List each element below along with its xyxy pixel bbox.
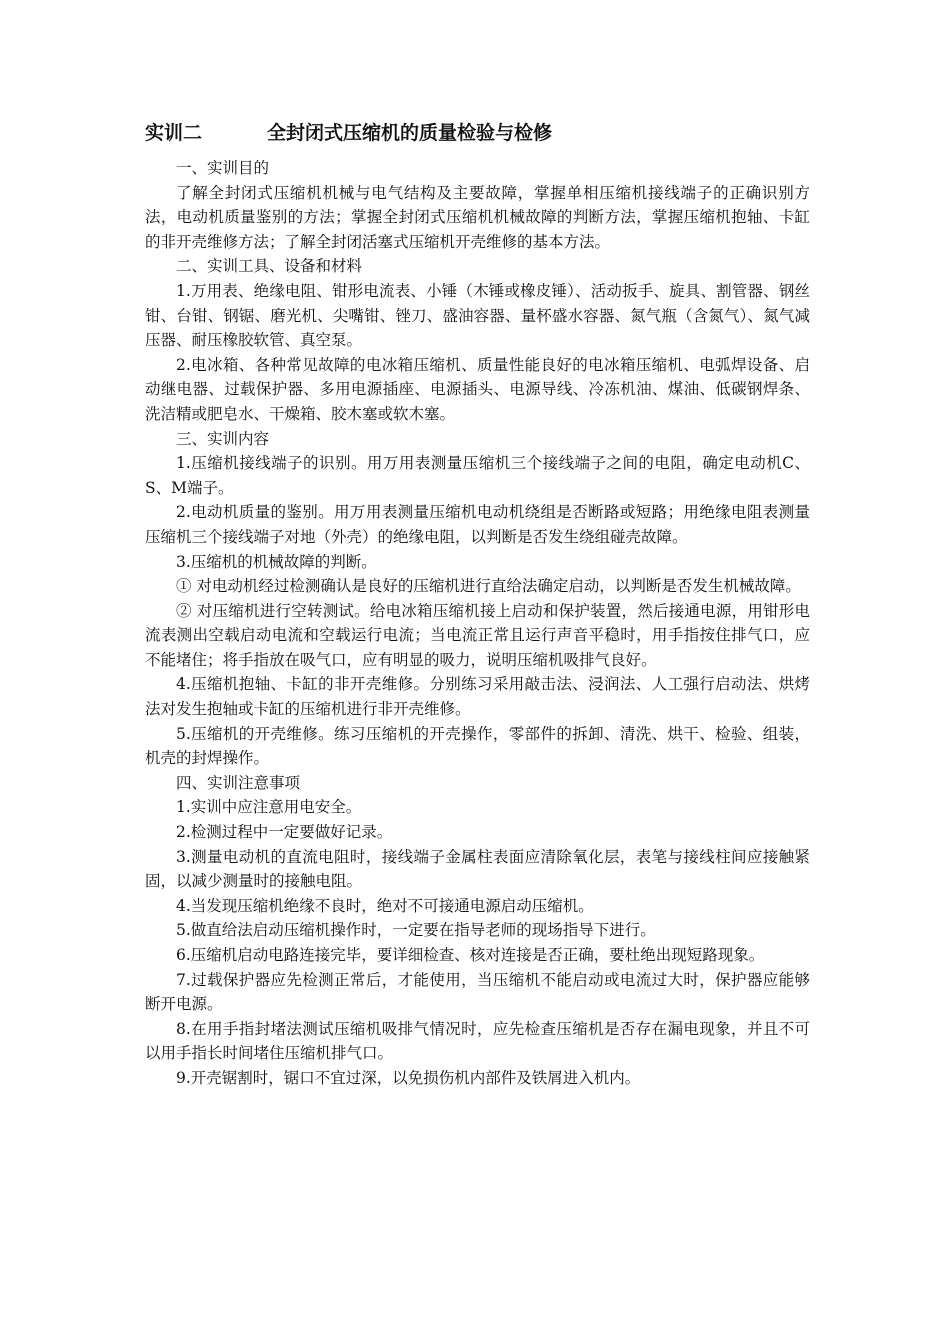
paragraph: ① 对电动机经过检测确认是良好的压缩机进行直给法确定启动，以判断是否发生机械故障。 — [176, 577, 801, 596]
paragraph: 2.检测过程中一定要做好记录。 — [176, 823, 393, 842]
paragraph: 4.当发现压缩机绝缘不良时，绝对不可接通电源启动压缩机。 — [176, 896, 594, 915]
paragraph: 5.做直给法启动压缩机操作时，一定要在指导老师的现场指导下进行。 — [176, 921, 656, 940]
section-heading: 一、实训目的 — [176, 159, 270, 177]
document-body — [145, 156, 810, 1091]
paragraph: 3.压缩机的机械故障的判断。 — [176, 552, 377, 571]
document-page — [145, 118, 810, 1091]
paragraph: 8.在用手指封堵法测试压缩机吸排气情况时，应先检查压缩机是否存在漏电现象，并且不可以用手指长时间堵住压缩机排气口。 — [145, 1019, 810, 1063]
title-text: 全封闭式压缩机的质量检验与检修 — [267, 122, 553, 144]
section-heading: 四、实训注意事项 — [176, 773, 301, 792]
paragraph: 4.压缩机抱轴、卡缸的非开壳维修。分别练习采用敲击法、浸润法、人工强行启动法、烘烤法对发生抱轴或卡缸的压缩机进行非开壳维修。 — [145, 675, 810, 719]
paragraph: 7.过载保护器应先检测正常后，才能使用，当压缩机不能启动或电流过大时，保护器应能够断开电源。 — [145, 970, 810, 1014]
paragraph: 2.电动机质量的鉴别。用万用表测量压缩机电动机绕组是否断路或短路；用绝缘电阻表测量压缩机三个接线端子对地（外壳）的绝缘电阻，以判断是否发生绕组碰壳故障。 — [145, 503, 810, 546]
section-heading: 三、实训内容 — [176, 429, 270, 448]
paragraph: 1.实训中应注意用电安全。 — [176, 798, 362, 817]
section-heading: 二、实训工具、设备和材料 — [176, 257, 363, 276]
paragraph: 5.压缩机的开壳维修。练习压缩机的开壳操作，零部件的拆卸、清洗、烘干、检验、组装，机壳的封焊操作。 — [145, 724, 810, 768]
paragraph: 1.万用表、绝缘电阻、钳形电流表、小锤（木锤或橡皮锤）、活动扳手、旋具、割管器、钢丝钳、台钳、钢锯、磨光机、尖嘴钳、锉刀、盛油容器、量杯盛水容器、氮气瓶（含氮气）、氮气减压器、耐压橡胶软管、真空泵。 — [145, 281, 810, 350]
title-number: 实训二 — [145, 122, 203, 144]
paragraph: 6.压缩机启动电路连接完毕，要详细检查、核对连接是否正确，要杜绝出现短路现象。 — [176, 946, 765, 964]
paragraph: 了解全封闭式压缩机机械与电气结构及主要故障，掌握单相压缩机接线端子的正确识别方法，电动机质量鉴别的方法；掌握全封闭式压缩机机械故障的判断方法，掌握压缩机抱轴、卡缸的非开壳维修方法；了解全封闭活塞式压缩机开壳维修的基本方法。 — [145, 183, 810, 251]
paragraph: ② 对压缩机进行空转测试。给电冰箱压缩机接上启动和保护装置，然后接通电源，用钳形电流表测出空载启动电流和空载运行电流；当电流正常且运行声音平稳时，用手指按住排气口，应不能堵住；将手指放在吸气口，应有明显的吸力，说明压缩机吸排气良好。 — [145, 601, 810, 669]
paragraph: 9.开壳锯割时，锯口不宜过深，以免损伤机内部件及铁屑进入机内。 — [176, 1068, 641, 1087]
paragraph: 2.电冰箱、各种常见故障的电冰箱压缩机、质量性能良好的电冰箱压缩机、电弧焊设备、启动继电器、过载保护器、多用电源插座、电源插头、电源导线、冷冻机油、煤油、低碳钢焊条、洗洁精或肥皂水、干燥箱、胶木塞或软木塞。 — [145, 355, 810, 423]
document-title — [145, 118, 810, 152]
paragraph: 3.测量电动机的直流电阻时，接线端子金属柱表面应清除氧化层，表笔与接线柱间应接触紧固，以减少测量时的接触电阻。 — [145, 847, 810, 891]
paragraph: 1.压缩机接线端子的识别。用万用表测量压缩机三个接线端子之间的电阻，确定电动机C、S、M端子。 — [145, 454, 810, 497]
